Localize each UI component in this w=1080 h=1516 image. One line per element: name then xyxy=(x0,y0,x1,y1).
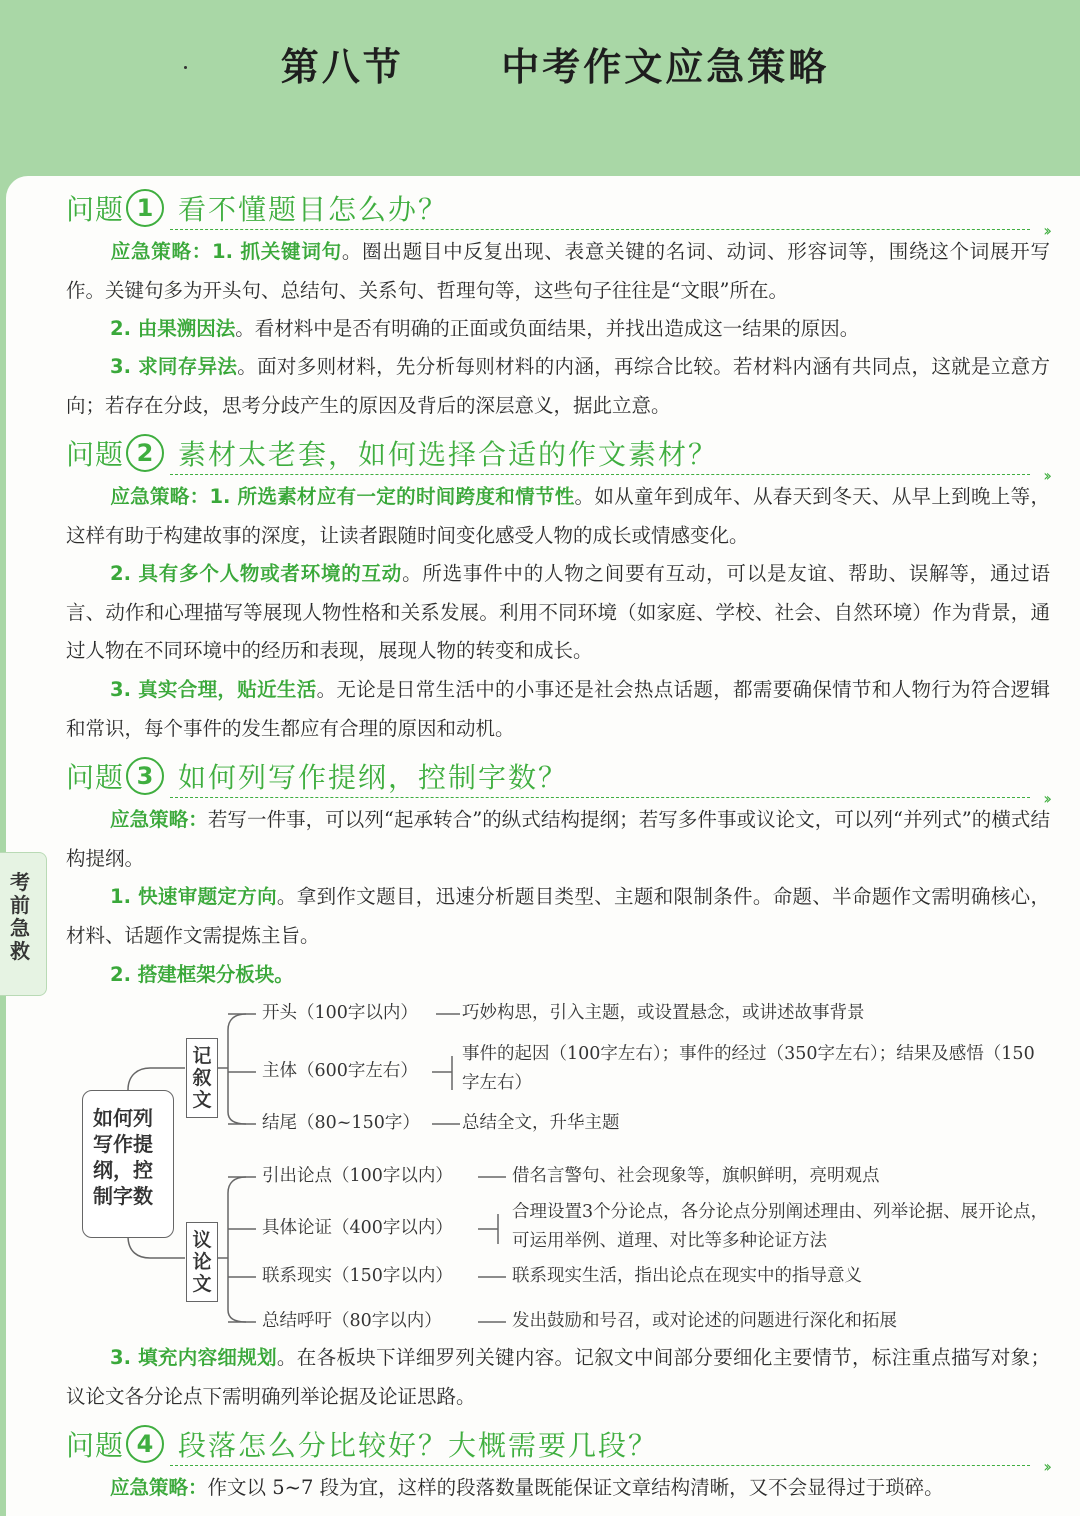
question-number-badge: 3 xyxy=(126,757,164,795)
double-chevron-icon: ›› xyxy=(1043,466,1048,485)
argument-desc: 联系现实生活，指出论点在现实中的指导意义 xyxy=(512,1266,862,1286)
narrative-desc: 事件的起因（100字左右）；事件的经过（350字左右）；结果及感悟（150字左右） xyxy=(462,1044,1035,1093)
q1-strategy-2: 2. 由果溯因法。看材料中是否有明确的正面或负面结果，并找出造成这一结果的原因。 xyxy=(110,317,860,340)
double-chevron-icon: ›› xyxy=(1043,1457,1048,1476)
argument-part: 联系现实（150字以内） xyxy=(262,1266,453,1286)
argument-part: 具体论证（400字以内） xyxy=(262,1218,453,1238)
q2-strategy-3: 3. 真实合理，贴近生活。无论是日常生活中的小事还是社会热点话题，都需要确保情节和人物行为符合逻辑和常识，每个事件的发生都应有合理的原因和动机。 xyxy=(66,678,1050,740)
q1-strategy-1: 应急策略：1. 抓关键词句。圈出题目中反复出现、表意关键的名词、动词、形容词等，围绕这个词展开写作。关键句多为开头句、总结句、关系句、哲理句等，这些句子往往是“文眼”所在。 xyxy=(66,240,1050,302)
q4-strategy-intro: 应急策略：作文以 5~7 段为宜，这样的段落数量既能保证文章结构清晰，又不会显得过于琐碎。 xyxy=(110,1476,944,1499)
q2-strategy-1: 应急策略：1. 所选素材应有一定的时间跨度和情节性。如从童年到成年、从春天到冬天、从早上到晚上等，这样有助于构建故事的深度，让读者跟随时间变化感受人物的成长或情感变化。 xyxy=(66,485,1050,547)
question-4-heading: 问题 4 段落怎么分比较好？大概需要几段？ ›› xyxy=(66,1424,1048,1468)
q3-strategy-1: 1. 快速审题定方向。拿到作文题目，迅速分析题目类型、主题和限制条件。命题、半命题作文需明确核心，材料、话题作文需提炼主旨。 xyxy=(66,885,1050,947)
narrative-desc: 总结全文，升华主题 xyxy=(462,1113,620,1133)
question-2-heading: 问题 2 素材太老套，如何选择合适的作文素材？ ›› xyxy=(66,433,1048,477)
q3-strategy-intro: 应急策略：若写一件事，可以列“起承转合”的纵式结构提纲；若写多件事或议论文，可以列“并列式”的横式结构提纲。 xyxy=(66,808,1050,870)
narrative-desc: 巧妙构思，引入主题，或设置悬念，或讲述故事背景 xyxy=(462,1003,865,1023)
argument-part: 引出论点（100字以内） xyxy=(262,1166,453,1186)
narrative-node: 记叙文 xyxy=(186,1038,218,1118)
outline-root-node: 如何列写作提纲，控制字数 xyxy=(82,1090,174,1238)
question-3-heading: 问题 3 如何列写作提纲，控制字数？ ›› xyxy=(66,756,1048,800)
double-chevron-icon: ›› xyxy=(1043,221,1048,240)
narrative-part: 开头（100字以内） xyxy=(262,1003,418,1023)
q1-strategy-3: 3. 求同存异法。面对多则材料，先分析每则材料的内涵，再综合比较。若材料内涵有共同点，这就是立意方向；若存在分歧，思考分歧产生的原因及背后的深层意义，据此立意。 xyxy=(66,355,1050,417)
question-number-badge: 1 xyxy=(126,189,164,227)
argument-desc: 发出鼓励和号召，或对论述的问题进行深化和拓展 xyxy=(512,1311,897,1331)
q3-strategy-2: 2. 搭建框架分板块。 xyxy=(110,963,294,986)
question-1-heading: 问题 1 看不懂题目怎么办？ ›› xyxy=(66,188,1048,232)
question-number-badge: 2 xyxy=(126,434,164,472)
double-chevron-icon: ›› xyxy=(1043,789,1048,808)
argument-desc: 借名言警句、社会现象等，旗帜鲜明，亮明观点 xyxy=(512,1166,880,1186)
narrative-part: 结尾（80~150字） xyxy=(262,1113,420,1133)
argument-part: 总结呼吁（80字以内） xyxy=(262,1311,442,1331)
narrative-part: 主体（600字左右） xyxy=(262,1061,418,1081)
page-title: 第八节 中考作文应急策略 xyxy=(280,45,830,89)
q3-strategy-3: 3. 填充内容细规划。在各板块下详细罗列关键内容。记叙文中间部分要细化主要情节，标注重点描写对象；议论文各分论点下需明确列举论据及论证思路。 xyxy=(66,1346,1050,1408)
q2-strategy-2: 2. 具有多个人物或者环境的互动。所选事件中的人物之间要有互动，可以是友谊、帮助、误解等，通过语言、动作和心理描写等展现人物性格和关系发展。利用不同环境（如家庭、学校、社会、自然环境）作为背景，通过人物在不同环境中的经历和表现，展现人物的转变和成长。 xyxy=(66,562,1050,662)
argument-desc: 合理设置3个分论点，各分论点分别阐述理由、列举论据、展开论点，可运用举例、道理、对比等多种论证方法 xyxy=(512,1202,1049,1251)
side-tab[interactable]: 考前急救 xyxy=(0,852,47,996)
argument-node: 议论文 xyxy=(186,1222,218,1302)
question-number-badge: 4 xyxy=(126,1425,164,1463)
